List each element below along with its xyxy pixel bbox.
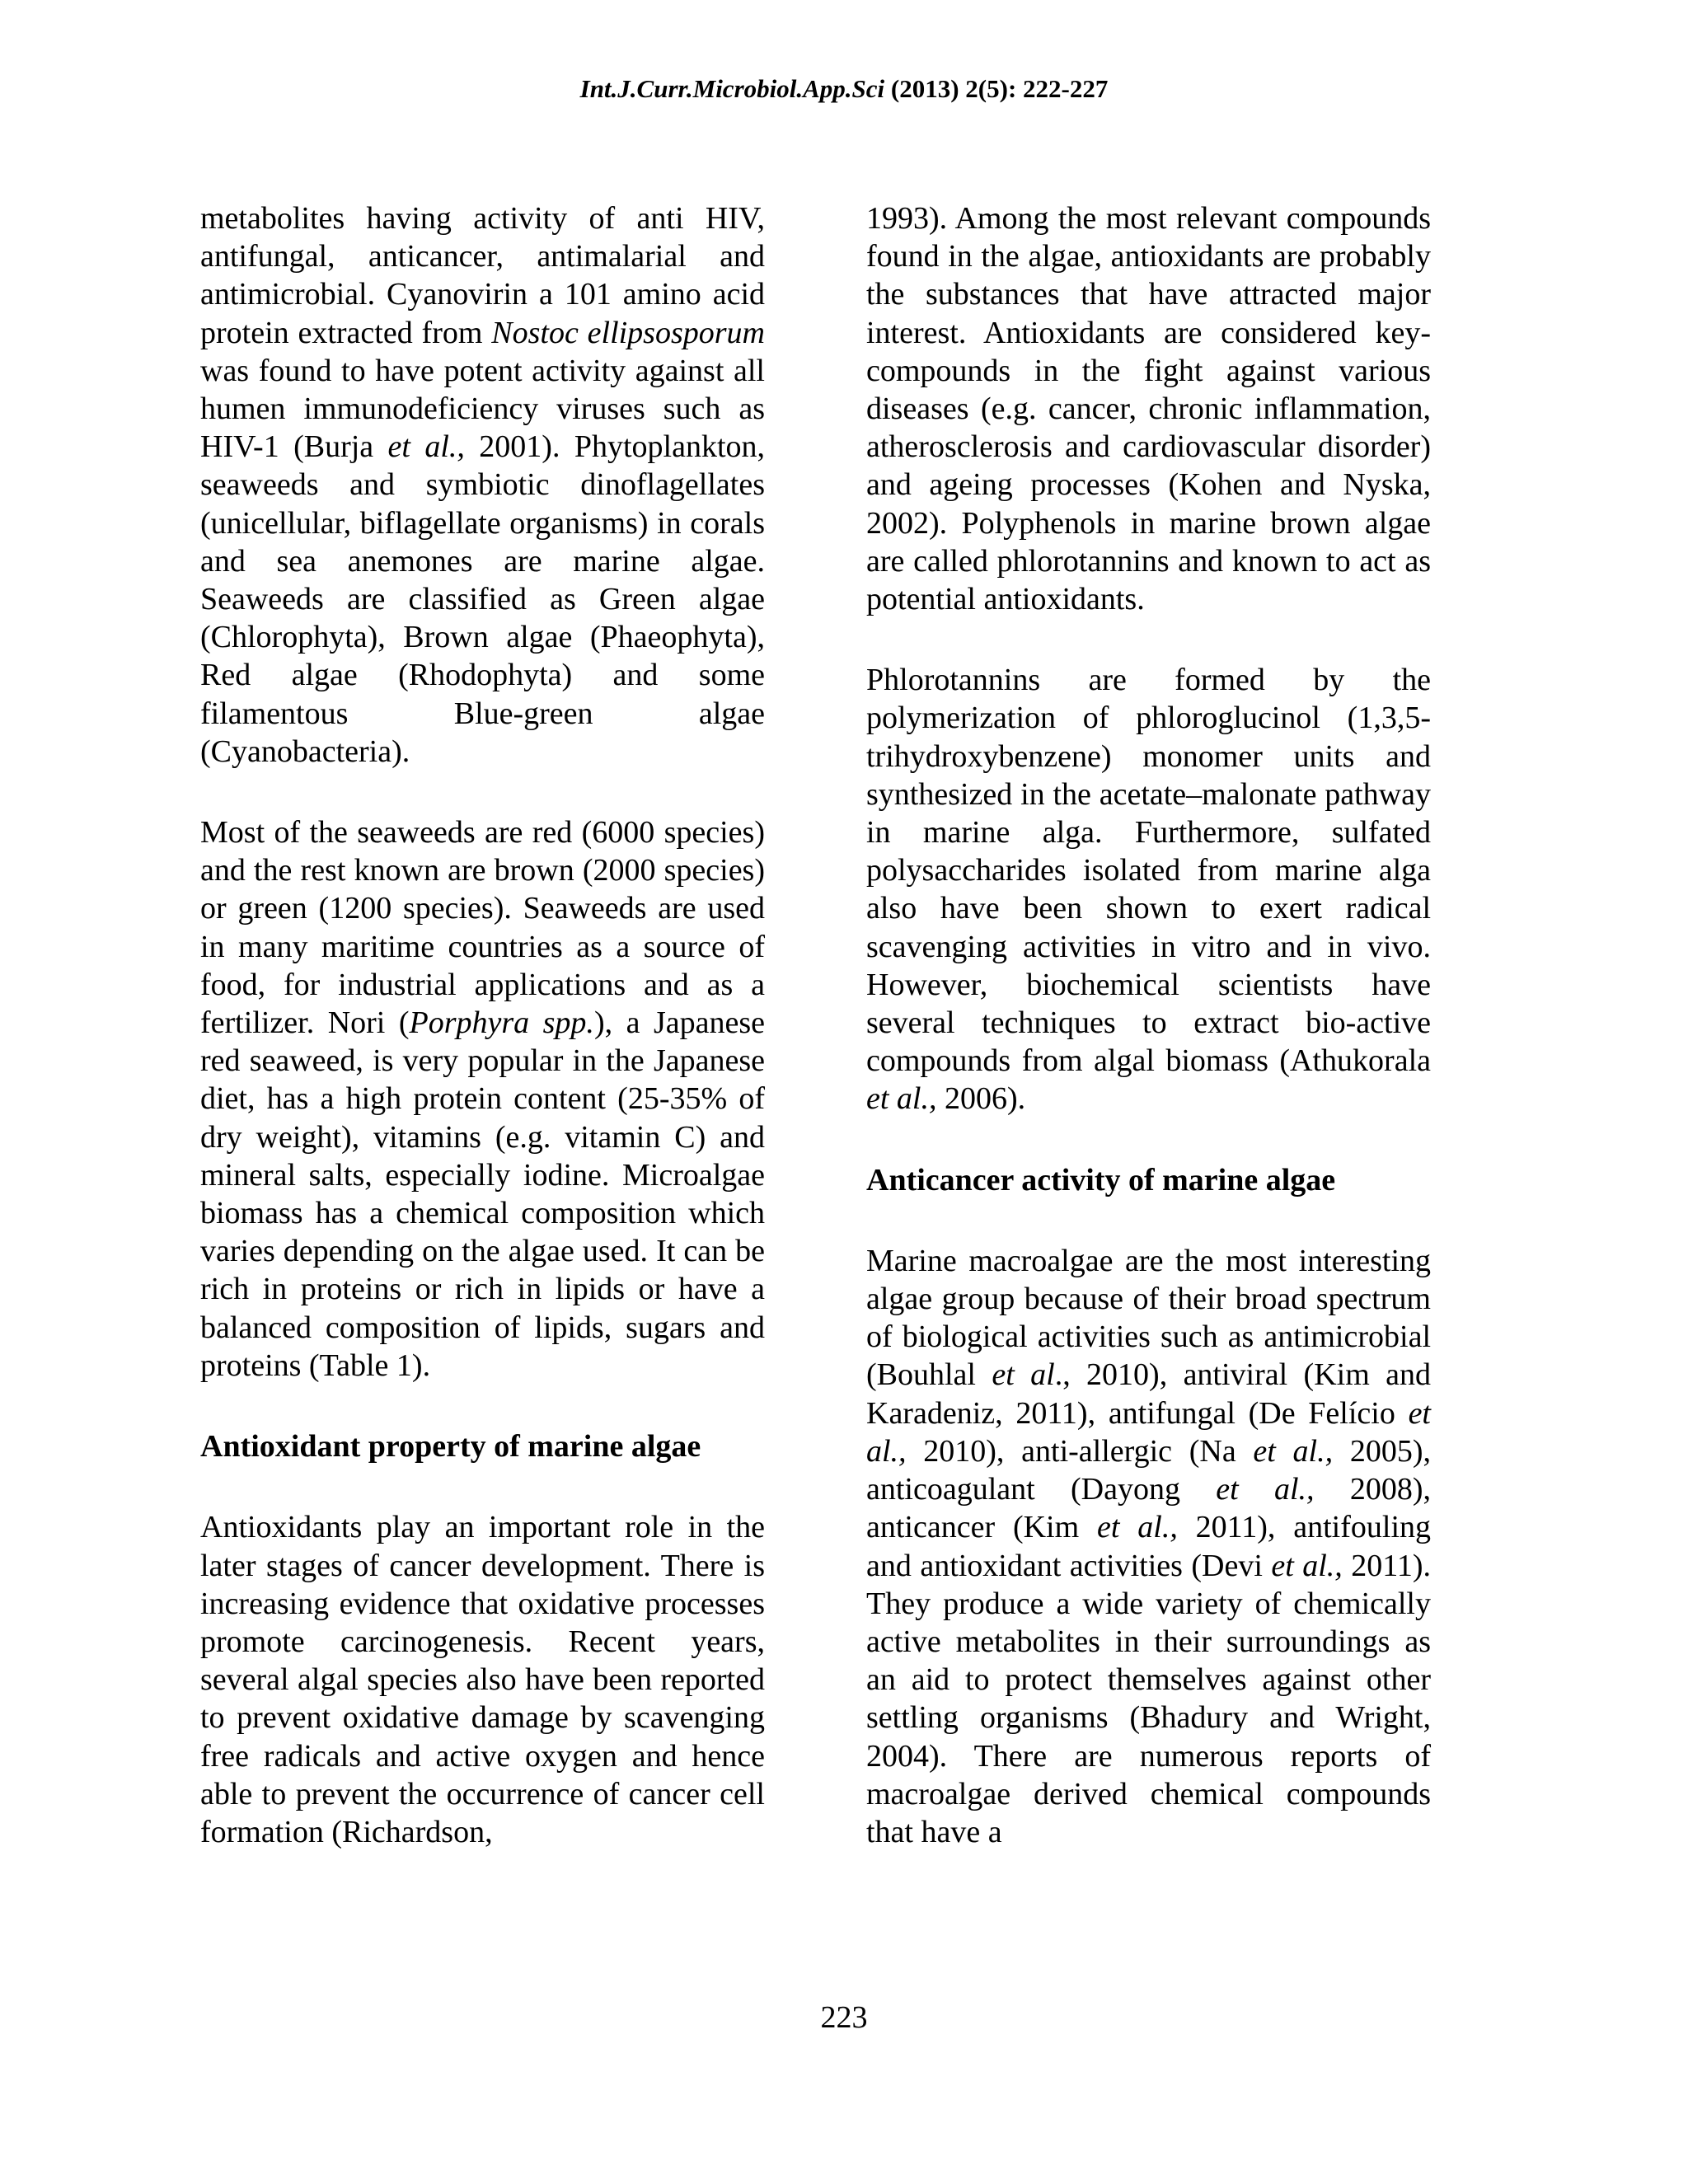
paragraph-macroalgae — [866, 1242, 1431, 1851]
section-heading-anticancer: Anticancer activity of marine algae — [866, 1162, 1336, 1197]
text-run: 2001). Phytoplankton, seaweeds and symbiotic dinoflagellates (unicellular, biflagellate organisms) in corals and sea anemones are marine algae. Seaweeds are classified as Green algae (Chlorophyta), Brown algae (Phaeophyta), Red algae (Rhodophyta) and some filamentous Blue-green algae (Cyanobacteria). — [200, 429, 766, 769]
citation-etal: et al., — [1097, 1510, 1178, 1545]
text-run: 2011), antifouling and antioxidant activities (Devi — [866, 1510, 1432, 1583]
text-run: was found to have potent activity against all humen immunodeficiency viruses such as HIV-1 (Burja — [200, 353, 765, 465]
text-run: 2006). — [936, 1081, 1026, 1117]
running-head — [0, 73, 1688, 105]
citation-etal: et al., — [387, 429, 465, 465]
text-run: metabolites having activity of anti HIV, antifungal, anticancer, antimalarial and antimicrobial. Cyanovirin a 101 amino acid protein extracted from — [200, 201, 765, 350]
text-run: Marine macroalgae are the most interesting algae group because of their broad spectrum of biological activities such as antimicrobial (Bouhlal — [866, 1243, 1431, 1393]
text-run: 2008), anticancer (Kim — [866, 1472, 1431, 1545]
text-run: 2010), anti-allergic (Na — [906, 1433, 1254, 1469]
section-heading-antioxidant: Antioxidant property of marine algae — [200, 1429, 701, 1465]
paragraph-cyanovirin — [200, 199, 765, 771]
species-name: Nostoc ellipsosporum — [491, 315, 765, 350]
paragraph-seaweeds — [200, 813, 765, 1385]
text-run: ), a Japanese red seaweed, is very popular in the Japanese diet, has a high protein content (25-35% of dry weight), vitamins (e.g. vitamin C) and mineral salts, especially iodine. Microalgae biomass has a chemical composition which varies depending on the algae used. It can be rich in proteins or rich in lipids or have a balanced composition of lipids, sugars and proteins (Table 1). — [200, 1005, 765, 1383]
text-run: ., 2010), antiviral (Kim and Karadeniz, 2011), antifungal (De Felício — [866, 1357, 1431, 1431]
species-name: Porphyra spp. — [409, 1005, 594, 1041]
citation-etal: et al., — [1271, 1548, 1343, 1583]
text-run: 2005), anticoagulant (Dayong — [866, 1433, 1431, 1507]
citation-etal: et al., — [866, 1081, 937, 1117]
paragraph-phlorotannins — [866, 661, 1431, 1118]
volume-pages: (2013) 2(5): 222-227 — [890, 74, 1109, 103]
journal-title: Int.J.Curr.Microbiol.App.Sci — [579, 74, 885, 103]
citation-etal: et al., — [1253, 1433, 1334, 1469]
text-run: Most of the seaweeds are red (6000 species) and the rest known are brown (2000 species) or green (1200 species). Seaweeds are used in many maritime countries as a source of food, for industrial applications and as a fertilizer. Nori ( — [200, 815, 765, 1041]
citation-etal: et al — [992, 1357, 1055, 1393]
right-column — [866, 199, 1431, 1851]
paragraph-antioxidant-compounds: 1993). Among the most relevant compounds found in the algae, antioxidants are probably the substances that have attracted major interest. Antioxidants are considered key-compounds in the fight against various diseases (e.g. cancer, chronic inflammation, atherosclerosis and cardiovascular disorder) and ageing processes (Kohen and Nyska, 2002). Polyphenols in marine brown algae are called phlorotannins and known to act as potential antioxidants. — [866, 201, 1431, 617]
paragraph-antioxidants: Antioxidants play an important role in the later stages of cancer development. There is increasing evidence that oxidative processes promote carcinogenesis. Recent years, several algal species also have been reported to prevent oxidative damage by scavenging free radicals and active oxygen and hence able to prevent the occurrence of cancer cell formation (Richardson, — [200, 1510, 765, 1849]
text-run: 2011). They produce a wide variety of chemically active metabolites in their surroundings as an aid to protect themselves against other settling organisms (Bhadury and Wright, 2004). There are numerous reports of macroalgae derived chemical compounds that have a — [866, 1548, 1431, 1849]
citation-etal: et al., — [866, 1395, 1431, 1469]
page-number: 223 — [820, 2000, 868, 2035]
citation-etal: et al., — [1216, 1472, 1315, 1507]
left-column — [200, 199, 765, 1851]
text-run: Phlorotannins are formed by the polymerization of phloroglucinol (1,3,5-trihydroxybenzene) monomer units and synthesized in the acetate–malonate pathway in marine alga. Furthermore, sulfated polysaccharides isolated from marine alga also have been shown to exert radical scavenging activities in vitro and in vivo. However, biochemical scientists have several techniques to extract bio-active compounds from algal biomass (Athukorala — [866, 663, 1431, 1079]
